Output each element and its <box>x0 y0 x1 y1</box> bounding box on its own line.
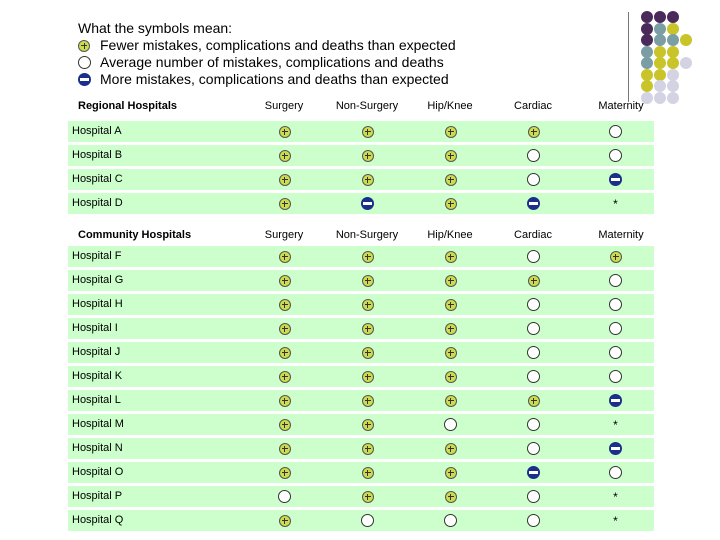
rating-cell <box>609 197 622 210</box>
rating-cell <box>278 346 291 359</box>
rating-cell <box>444 394 457 407</box>
average-icon <box>527 514 540 527</box>
rating-cell <box>444 490 457 503</box>
better-icon <box>279 371 291 383</box>
average-icon <box>609 370 622 383</box>
average-icon <box>527 250 540 263</box>
average-icon <box>527 322 540 335</box>
rating-cell <box>527 490 540 503</box>
better-icon <box>445 443 457 455</box>
better-icon <box>362 467 374 479</box>
rating-cell <box>609 346 622 359</box>
rating-cell <box>278 298 291 311</box>
table-row <box>68 461 654 483</box>
rating-cell <box>609 173 622 186</box>
worse-icon <box>361 197 374 210</box>
better-icon <box>362 443 374 455</box>
rating-cell <box>361 149 374 162</box>
better-icon <box>445 491 457 503</box>
rating-cell <box>527 514 540 527</box>
rating-cell <box>361 370 374 383</box>
better-icon <box>362 419 374 431</box>
average-icon <box>527 490 540 503</box>
rating-cell <box>444 274 457 287</box>
table-row <box>68 245 654 267</box>
hospital-name: Hospital A <box>72 125 122 137</box>
decorative-dot <box>667 23 679 35</box>
worse-icon <box>527 466 540 479</box>
better-icon <box>362 251 374 263</box>
better-icon <box>279 395 291 407</box>
rating-cell <box>278 514 291 527</box>
decorative-dot <box>641 23 653 35</box>
rating-cell <box>278 197 291 210</box>
better-icon <box>445 395 457 407</box>
legend-row-better <box>78 37 456 54</box>
rating-cell <box>361 298 374 311</box>
average-icon <box>444 418 457 431</box>
average-icon <box>361 514 374 527</box>
rating-cell <box>527 322 540 335</box>
better-icon <box>279 443 291 455</box>
rating-cell <box>361 250 374 263</box>
rating-cell <box>527 370 540 383</box>
rating-cell <box>361 346 374 359</box>
rating-cell <box>361 173 374 186</box>
column-header: Cardiac <box>514 229 552 241</box>
better-icon <box>279 174 291 186</box>
average-icon <box>527 418 540 431</box>
rating-cell <box>361 418 374 431</box>
decorative-dot <box>680 57 692 69</box>
better-icon <box>445 467 457 479</box>
hospital-name: Hospital J <box>72 346 121 358</box>
better-icon <box>445 251 457 263</box>
rating-cell <box>609 298 622 311</box>
table-row <box>68 192 654 214</box>
rating-cell <box>361 514 374 527</box>
better-icon <box>279 251 291 263</box>
decorative-dot <box>680 34 692 46</box>
rating-cell <box>527 346 540 359</box>
rating-cell <box>609 322 622 335</box>
table-row <box>68 269 654 291</box>
hospital-name: Hospital H <box>72 298 123 310</box>
hospital-name: Hospital I <box>72 322 118 334</box>
legend-text-average: Average number of mistakes, complications and deaths <box>100 54 444 70</box>
rating-cell <box>609 514 622 527</box>
better-icon <box>279 299 291 311</box>
decorative-dot <box>654 80 666 92</box>
average-icon <box>609 346 622 359</box>
hospital-name: Hospital M <box>72 418 124 430</box>
table-row <box>68 437 654 459</box>
average-icon <box>527 442 540 455</box>
legend-row-worse <box>78 71 456 88</box>
rating-cell <box>278 125 291 138</box>
table-row <box>68 293 654 315</box>
legend-row-average <box>78 54 456 71</box>
rating-cell <box>278 466 291 479</box>
decorative-dot <box>667 92 679 104</box>
rating-cell <box>444 250 457 263</box>
decorative-dot <box>654 11 666 23</box>
better-icon <box>362 323 374 335</box>
rating-cell <box>444 442 457 455</box>
better-icon <box>445 174 457 186</box>
rating-cell <box>278 250 291 263</box>
decorative-dot <box>654 46 666 58</box>
better-icon <box>528 275 540 287</box>
rating-cell <box>444 298 457 311</box>
rating-cell <box>278 394 291 407</box>
rating-cell <box>361 490 374 503</box>
rating-cell <box>361 197 374 210</box>
column-header: Surgery <box>264 229 304 241</box>
column-header: Non-Surgery <box>335 229 399 241</box>
better-icon <box>279 515 291 527</box>
rating-cell <box>361 274 374 287</box>
rating-cell <box>444 514 457 527</box>
better-icon <box>279 323 291 335</box>
rating-cell <box>361 466 374 479</box>
table-row <box>68 168 654 190</box>
better-icon <box>445 299 457 311</box>
worse-icon <box>609 394 622 407</box>
table-row <box>68 120 654 142</box>
table-row <box>68 389 654 411</box>
average-icon <box>527 298 540 311</box>
decorative-dot <box>667 69 679 81</box>
table-row <box>68 413 654 435</box>
decorative-dot <box>641 57 653 69</box>
decorative-dot <box>654 23 666 35</box>
rating-cell <box>609 125 622 138</box>
rating-cell <box>278 490 291 503</box>
section-header: Community Hospitals <box>78 229 192 241</box>
rating-cell <box>609 370 622 383</box>
suppressed-marker: * <box>613 513 618 528</box>
better-icon <box>362 395 374 407</box>
rating-cell <box>278 370 291 383</box>
rating-cell <box>444 346 457 359</box>
worse-icon <box>609 173 622 186</box>
hospital-name: Hospital O <box>72 466 124 478</box>
decorative-dot <box>654 69 666 81</box>
legend <box>78 20 456 88</box>
rating-cell <box>444 149 457 162</box>
hospital-name: Hospital Q <box>72 514 124 526</box>
decorative-dot <box>667 80 679 92</box>
rating-cell <box>527 442 540 455</box>
decorative-dot <box>654 34 666 46</box>
legend-title: What the symbols mean: <box>78 20 233 36</box>
table-row <box>68 509 654 531</box>
better-icon <box>362 174 374 186</box>
better-icon <box>362 299 374 311</box>
rating-cell <box>609 490 622 503</box>
better-icon <box>279 347 291 359</box>
decorative-dot <box>641 11 653 23</box>
legend-text-worse: More mistakes, complications and deaths than expected <box>100 71 449 87</box>
better-icon <box>279 275 291 287</box>
rating-cell <box>444 322 457 335</box>
average-icon <box>278 490 291 503</box>
rating-cell <box>609 394 622 407</box>
suppressed-marker: * <box>613 417 618 432</box>
average-icon <box>609 466 622 479</box>
column-header: Non-Surgery <box>335 100 399 112</box>
better-icon <box>362 150 374 162</box>
rating-cell <box>527 394 540 407</box>
legend-text-better: Fewer mistakes, complications and deaths than expected <box>100 37 456 53</box>
table-row <box>68 485 654 507</box>
decorative-dot <box>667 34 679 46</box>
rating-cell <box>527 466 540 479</box>
decorative-dot <box>641 46 653 58</box>
better-icon <box>362 491 374 503</box>
rating-cell <box>609 274 622 287</box>
rating-cell <box>527 418 540 431</box>
better-icon <box>279 198 291 210</box>
table-row <box>68 144 654 166</box>
hospital-name: Hospital B <box>72 149 123 161</box>
rating-cell <box>361 125 374 138</box>
average-icon <box>609 322 622 335</box>
hospital-name: Hospital C <box>72 173 123 185</box>
hospital-name: Hospital F <box>72 250 122 262</box>
better-icon <box>362 371 374 383</box>
better-icon <box>445 150 457 162</box>
rating-cell <box>444 197 457 210</box>
better-icon <box>445 323 457 335</box>
better-icon <box>445 347 457 359</box>
decorative-divider <box>628 12 629 102</box>
better-icon <box>445 126 457 138</box>
average-icon <box>527 173 540 186</box>
worse-icon <box>609 442 622 455</box>
column-header: Maternity <box>598 100 644 112</box>
better-icon <box>445 198 457 210</box>
column-header: Hip/Knee <box>427 229 473 241</box>
rating-cell <box>609 250 622 263</box>
better-icon <box>528 395 540 407</box>
better-icon <box>279 467 291 479</box>
column-header: Cardiac <box>514 100 552 112</box>
suppressed-marker: * <box>613 196 618 211</box>
rating-cell <box>527 298 540 311</box>
rating-cell <box>527 149 540 162</box>
rating-cell <box>278 418 291 431</box>
column-header: Maternity <box>598 229 644 241</box>
worse-icon <box>78 73 91 86</box>
average-icon <box>78 56 91 69</box>
hospital-name: Hospital D <box>72 197 123 209</box>
rating-cell <box>444 125 457 138</box>
average-icon <box>527 149 540 162</box>
rating-cell <box>278 274 291 287</box>
rating-cell <box>278 322 291 335</box>
rating-cell <box>609 466 622 479</box>
decorative-dot <box>667 57 679 69</box>
rating-cell <box>527 197 540 210</box>
better-icon <box>528 126 540 138</box>
column-header: Surgery <box>264 100 304 112</box>
better-icon <box>279 150 291 162</box>
worse-icon <box>527 197 540 210</box>
average-icon <box>527 370 540 383</box>
better-icon <box>362 126 374 138</box>
better-icon <box>279 126 291 138</box>
rating-cell <box>361 394 374 407</box>
rating-cell <box>444 173 457 186</box>
decorative-dot <box>641 80 653 92</box>
hospital-name: Hospital N <box>72 442 123 454</box>
better-icon <box>362 275 374 287</box>
hospital-name: Hospital P <box>72 490 123 502</box>
rating-cell <box>361 322 374 335</box>
table-row <box>68 317 654 339</box>
table-row <box>68 341 654 363</box>
better-icon <box>445 275 457 287</box>
column-header: Hip/Knee <box>427 100 473 112</box>
hospital-name: Hospital K <box>72 370 123 382</box>
rating-cell <box>444 418 457 431</box>
decorative-dot <box>641 34 653 46</box>
average-icon <box>609 149 622 162</box>
rating-cell <box>278 442 291 455</box>
decorative-dot <box>641 69 653 81</box>
rating-cell <box>278 149 291 162</box>
average-icon <box>609 298 622 311</box>
better-icon <box>78 40 90 52</box>
average-icon <box>609 274 622 287</box>
rating-cell <box>527 274 540 287</box>
better-icon <box>610 251 622 263</box>
rating-cell <box>278 173 291 186</box>
average-icon <box>527 346 540 359</box>
rating-cell <box>609 442 622 455</box>
hospital-name: Hospital L <box>72 394 121 406</box>
rating-cell <box>444 370 457 383</box>
rating-cell <box>527 125 540 138</box>
rating-cell <box>444 466 457 479</box>
better-icon <box>362 347 374 359</box>
rating-cell <box>527 173 540 186</box>
average-icon <box>444 514 457 527</box>
rating-cell <box>609 418 622 431</box>
rating-cell <box>361 442 374 455</box>
hospital-name: Hospital G <box>72 274 124 286</box>
suppressed-marker: * <box>613 489 618 504</box>
decorative-dot <box>667 46 679 58</box>
better-icon <box>445 371 457 383</box>
section-header: Regional Hospitals <box>78 100 178 112</box>
average-icon <box>609 125 622 138</box>
better-icon <box>279 419 291 431</box>
rating-cell <box>527 250 540 263</box>
rating-cell <box>609 149 622 162</box>
decorative-dot <box>667 11 679 23</box>
decorative-dot <box>654 57 666 69</box>
table-row <box>68 365 654 387</box>
